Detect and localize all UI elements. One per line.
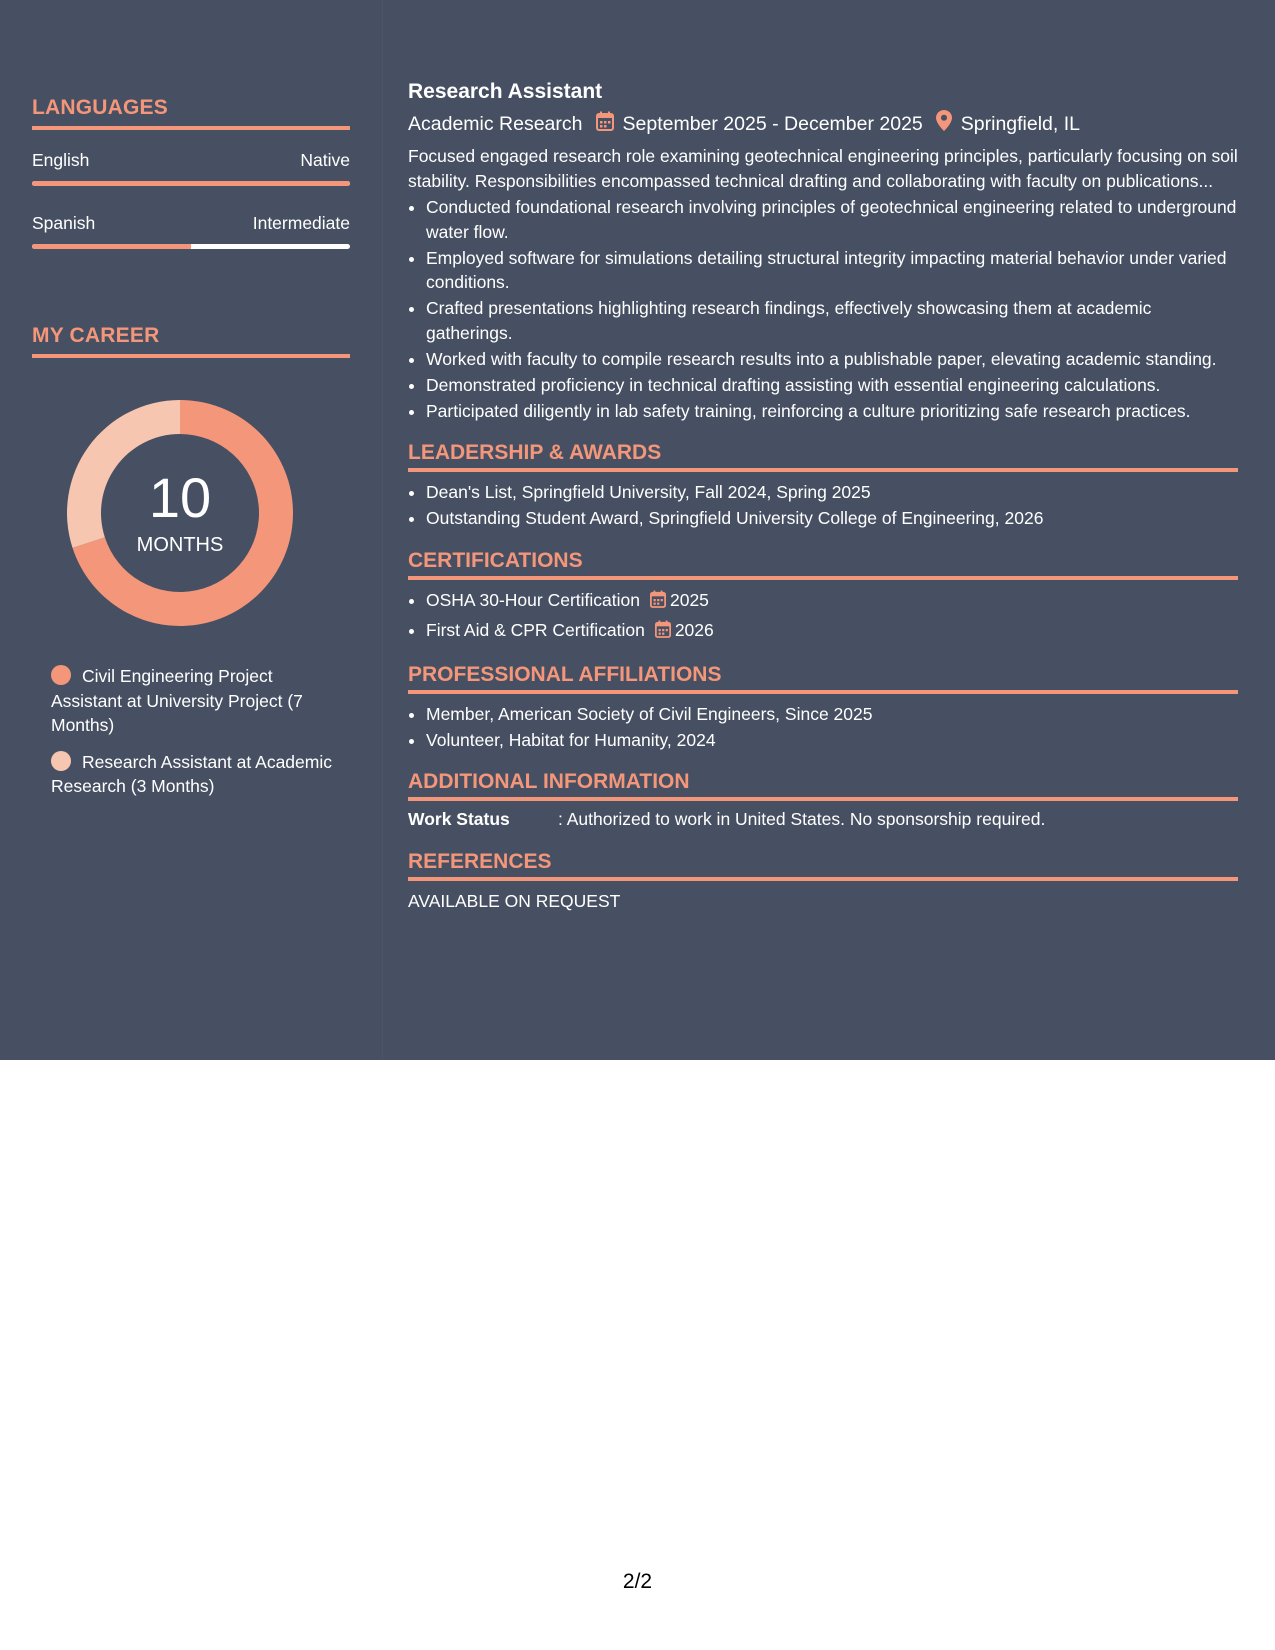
job-bullets: [408, 195, 1238, 423]
certification-item: [426, 618, 1238, 645]
career-total-number: 10: [148, 466, 212, 529]
additional-info-section: [408, 770, 1238, 832]
list-item: • Employed software for simulations detailing structural integrity impacting material behavior under varied conditions.: [426, 246, 1238, 295]
certification-name: OSHA 30-Hour Certification: [426, 589, 640, 610]
certifications-section: [408, 549, 1238, 645]
certification-name: First Aid & CPR Certification: [426, 620, 645, 640]
certification-year: 2025: [669, 589, 709, 610]
career-donut-chart: [65, 398, 295, 628]
affiliations-heading: PROFESSIONAL AFFILIATIONS: [408, 663, 1238, 694]
career-legend: [51, 664, 341, 799]
job-title: Research Assistant: [408, 80, 603, 103]
job-location: Springfield, IL: [960, 113, 1081, 135]
leadership-heading: LEADERSHIP & AWARDS: [408, 441, 1238, 472]
career-total-unit: MONTHS: [136, 534, 224, 556]
language-item: [32, 213, 350, 249]
language-proficiency-fill: [32, 244, 191, 249]
left-column: [32, 96, 350, 811]
certification-item: [426, 588, 1238, 615]
references-section: [408, 850, 1238, 912]
location-pin-icon: [936, 110, 952, 138]
list-item: • Crafted presentations highlighting research findings, effectively showcasing them at academic gatherings.: [426, 296, 1238, 345]
job-description: Focused engaged research role examining geotechnical engineering principles, particularly focusing on soil stability. Responsibilities encompassed technical drafting and collaborating with faculty on publications...: [408, 146, 1238, 191]
list-item: • Dean's List, Springfield University, Fall 2024, Spring 2025: [426, 480, 1238, 505]
legend-item: [51, 664, 341, 738]
work-status-value: : Authorized to work in United States. No sponsorship required.: [558, 809, 1046, 829]
legend-dot: [51, 665, 71, 685]
right-column: [408, 78, 1238, 912]
leadership-section: [408, 441, 1238, 531]
languages-section: [32, 96, 350, 249]
list-item: • Participated diligently in lab safety training, reinforcing a culture prioritizing safe research practices.: [426, 399, 1238, 424]
references-heading: REFERENCES: [408, 850, 1238, 881]
legend-label: Civil Engineering Project Assistant at University Project (7 Months): [51, 666, 303, 735]
work-status-key: Work Status: [408, 809, 510, 829]
legend-label: Research Assistant at Academic Research (3 Months): [51, 751, 332, 796]
language-proficiency-fill: [32, 181, 350, 186]
career-section: [32, 324, 350, 799]
list-item: • Demonstrated proficiency in technical drafting assisting with essential engineering calculations.: [426, 373, 1238, 398]
additional-info-heading: ADDITIONAL INFORMATION: [408, 770, 1238, 801]
calendar-icon: [650, 590, 666, 615]
affiliations-section: [408, 663, 1238, 753]
legend-dot: [51, 751, 71, 771]
language-item: [32, 150, 350, 186]
list-item: • Member, American Society of Civil Engineers, Since 2025: [426, 702, 1238, 727]
certification-year: 2026: [674, 620, 714, 640]
list-item: • Worked with faculty to compile research results into a publishable paper, elevating academic standing.: [426, 347, 1238, 372]
page-number: 2/2: [622, 1570, 653, 1593]
work-status-row: [408, 807, 1238, 832]
certifications-heading: CERTIFICATIONS: [408, 549, 1238, 580]
column-divider: [382, 0, 383, 1060]
list-item: • Volunteer, Habitat for Humanity, 2024: [426, 728, 1238, 753]
language-level: Native: [300, 150, 350, 170]
calendar-icon: [655, 620, 671, 645]
job-meta: [408, 110, 1238, 138]
language-proficiency-bar: [32, 181, 350, 186]
references-text: AVAILABLE ON REQUEST: [408, 890, 621, 911]
language-proficiency-bar: [32, 244, 350, 249]
legend-item: [51, 750, 341, 799]
job-dates: September 2025 - December 2025: [622, 113, 923, 135]
languages-heading: LANGUAGES: [32, 96, 350, 130]
career-heading: MY CAREER: [32, 324, 350, 358]
language-name: Spanish: [32, 213, 96, 233]
language-level: Intermediate: [252, 213, 350, 233]
calendar-icon: [596, 111, 614, 138]
list-item: • Outstanding Student Award, Springfield University College of Engineering, 2026: [426, 506, 1238, 531]
language-name: English: [32, 150, 90, 170]
job-entry: [408, 78, 1238, 423]
list-item: • Conducted foundational research involving principles of geotechnical engineering related to underground water flow.: [426, 195, 1238, 244]
job-company: Academic Research: [408, 113, 583, 135]
